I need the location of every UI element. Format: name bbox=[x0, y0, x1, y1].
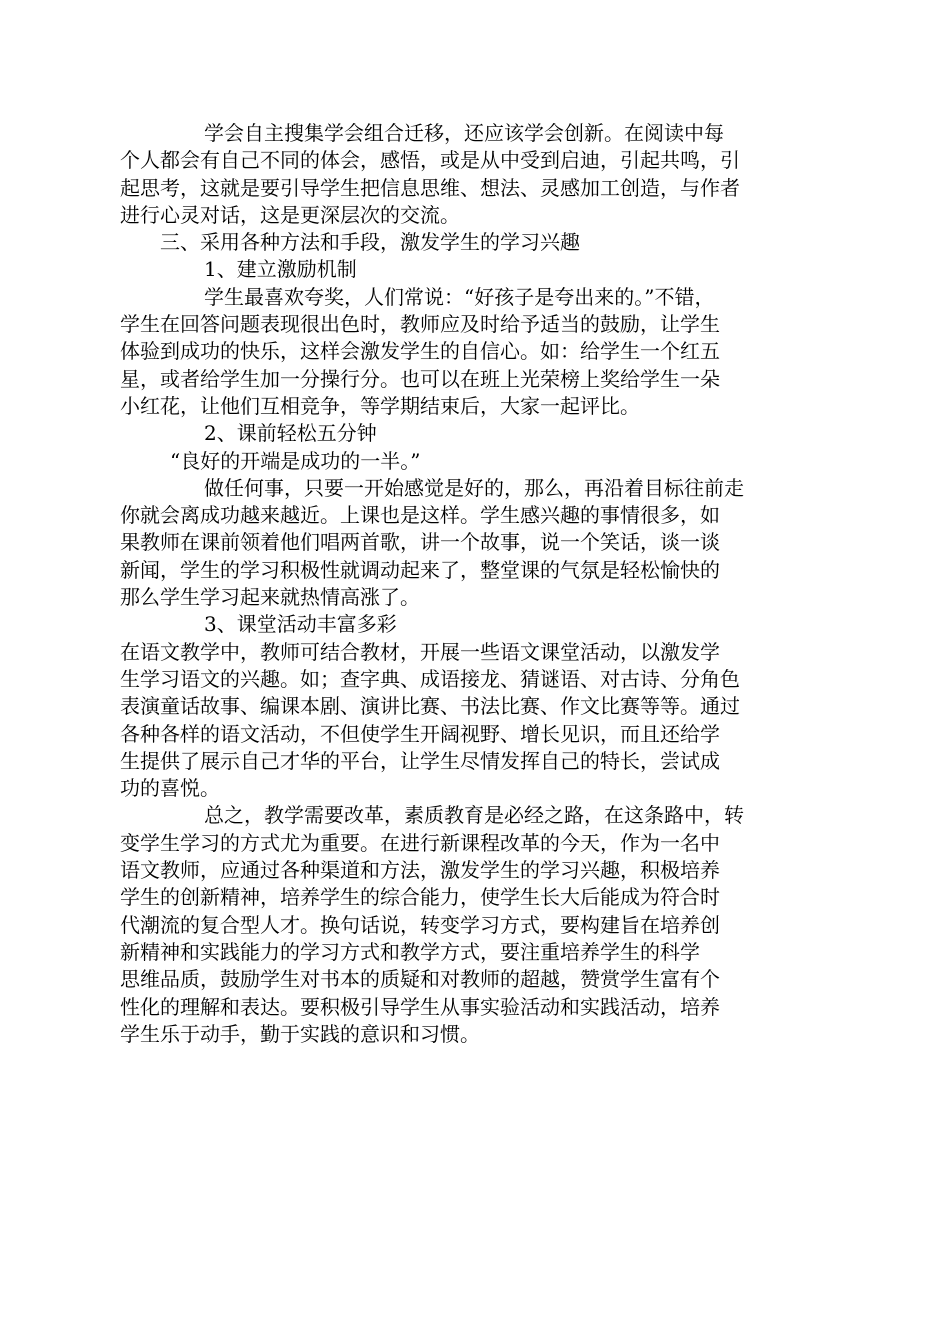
paragraph-line: 学生最喜欢夸奖，人们常说：“好孩子是夸出来的。”不错， bbox=[204, 284, 715, 309]
paragraph-line: 学生在回答问题表现很出色时，教师应及时给予适当的鼓励，让学生 bbox=[120, 312, 720, 337]
paragraph-line: 做任何事，只要一开始感觉是好的，那么，再沿着目标往前走 bbox=[204, 475, 744, 500]
paragraph-line: 你就会离成功越来越近。上课也是这样。学生感兴趣的事情很多，如 bbox=[120, 503, 720, 528]
paragraph-line: 总之，教学需要改革，素质教育是必经之路，在这条路中，转 bbox=[204, 803, 744, 828]
body-text bbox=[120, 120, 835, 1048]
paragraph-line: 功的喜悦。 bbox=[120, 776, 220, 801]
paragraph-line: 学生的创新精神，培养学生的综合能力，使学生长大后能成为符合时 bbox=[120, 885, 720, 910]
paragraph-line: 各种各样的语文活动，不但使学生开阔视野、增长见识，而且还给学 bbox=[120, 721, 720, 746]
paragraph-line: 星，或者给学生加一分操行分。也可以在班上光荣榜上奖给学生一朵 bbox=[120, 366, 720, 391]
paragraph-line: 生提供了展示自己才华的平台，让学生尽情发挥自己的特长，尝试成 bbox=[120, 748, 720, 773]
paragraph-line: 个人都会有自己不同的体会，感悟，或是从中受到启迪，引起共鸣，引 bbox=[120, 148, 740, 173]
paragraph-line: 体验到成功的快乐，这样会激发学生的自信心。如：给学生一个红五 bbox=[120, 339, 720, 364]
paragraph-line: 生学习语文的兴趣。如；查字典、成语接龙、猜谜语、对古诗、分角色 bbox=[120, 666, 740, 691]
paragraph-line: 进行心灵对话，这是更深层次的交流。 bbox=[120, 202, 460, 227]
paragraph-line: 那么学生学习起来就热情高涨了。 bbox=[120, 585, 420, 610]
paragraph-line: 表演童话故事、编课本剧、演讲比赛、书法比赛、作文比赛等等。通过 bbox=[120, 694, 740, 719]
paragraph-line: 起思考，这就是要引导学生把信息思维、想法、灵感加工创造，与作者 bbox=[120, 175, 740, 200]
paragraph-line: 小红花，让他们互相竞争，等学期结束后，大家一起评比。 bbox=[120, 393, 640, 418]
paragraph-line: 变学生学习的方式尤为重要。在进行新课程改革的今天，作为一名中 bbox=[120, 830, 720, 855]
paragraph-line: 新精神和实践能力的学习方式和教学方式，要注重培养学生的科学 bbox=[120, 939, 700, 964]
section-heading: 三、采用各种方法和手段，激发学生的学习兴趣 bbox=[160, 230, 580, 255]
paragraph-line: 在语文教学中，教师可结合教材，开展一些语文课堂活动，以激发学 bbox=[120, 639, 720, 664]
subsection-heading: 1、建立激励机制 bbox=[204, 257, 357, 282]
subsection-heading: 2、课前轻松五分钟 bbox=[204, 421, 377, 446]
paragraph-line: 果教师在课前领着他们唱两首歌，讲一个故事，说一个笑话，谈一谈 bbox=[120, 530, 720, 555]
paragraph-line: 思维品质，鼓励学生对书本的质疑和对教师的超越，赞赏学生富有个 bbox=[120, 967, 720, 992]
paragraph-line: 学生乐于动手，勤于实践的意识和习惯。 bbox=[120, 1021, 480, 1046]
paragraph-line: 学会自主搜集学会组合迁移，还应该学会创新。在阅读中每 bbox=[204, 121, 724, 145]
paragraph-line: 性化的理解和表达。要积极引导学生从事实验活动和实践活动，培养 bbox=[120, 994, 720, 1019]
paragraph-line: 语文教师，应通过各种渠道和方法，激发学生的学习兴趣，积极培养 bbox=[120, 858, 720, 883]
paragraph-line: 代潮流的复合型人才。换句话说，转变学习方式，要构建旨在培养创 bbox=[120, 912, 720, 937]
paragraph-line: 新闻，学生的学习积极性就调动起来了，整堂课的气氛是轻松愉快的 bbox=[120, 557, 720, 582]
subsection-heading: 3、课堂活动丰富多彩 bbox=[204, 612, 397, 637]
quote-line: “良好的开端是成功的一半。” bbox=[170, 448, 421, 473]
